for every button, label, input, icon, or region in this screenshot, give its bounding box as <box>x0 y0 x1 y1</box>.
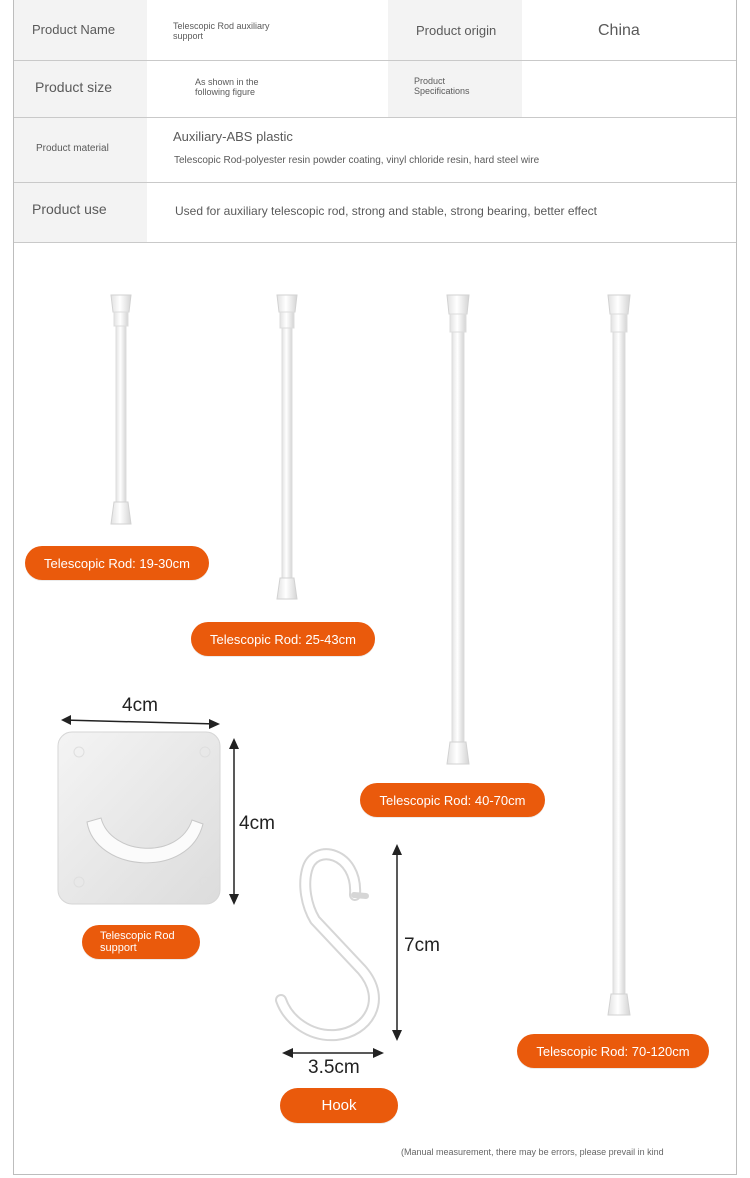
hook-width-dimension: 3.5cm <box>308 1057 360 1078</box>
spec-label-cell <box>388 61 522 117</box>
telescopic-rod-70-120-image <box>601 290 637 1018</box>
product-name-value: Telescopic Rod auxiliary support <box>173 21 270 41</box>
product-name-label: Product Name <box>32 22 116 37</box>
support-width-dimension: 4cm <box>122 695 158 716</box>
telescopic-rod-40-70-image <box>440 290 476 768</box>
support-image <box>55 710 255 910</box>
rod-25-43-badge: Telescopic Rod: 25-43cm <box>191 622 375 656</box>
spec-label-cell <box>388 0 522 60</box>
rod-19-30-badge: Telescopic Rod: 19-30cm <box>25 546 209 580</box>
product-use-label: Product use <box>32 201 107 217</box>
hook-badge: Hook <box>280 1088 398 1123</box>
product-size-value: As shown in the following figure <box>195 77 259 97</box>
rod-70-120-badge: Telescopic Rod: 70-120cm <box>517 1034 709 1068</box>
support-badge: Telescopic Rod support <box>82 925 200 959</box>
product-origin-value: China <box>598 22 640 39</box>
product-material-label: Product material <box>36 143 109 154</box>
rod-40-70-badge: Telescopic Rod: 40-70cm <box>360 783 545 817</box>
spec-label-cell <box>14 118 147 182</box>
spec-row-use <box>14 183 736 243</box>
s-hook-image <box>270 840 420 1060</box>
spec-row-material <box>14 118 736 183</box>
product-origin-label: Product origin <box>416 23 497 38</box>
product-size-label: Product size <box>35 79 113 95</box>
spec-row-name <box>14 0 736 61</box>
telescopic-rod-25-43-image <box>269 290 305 604</box>
spec-label-cell <box>14 0 147 60</box>
support-height-dimension: 4cm <box>239 813 275 834</box>
spec-label-cell <box>14 183 147 242</box>
spec-row-size <box>14 61 736 118</box>
product-use-value: Used for auxiliary telescopic rod, strong and stable, strong bearing, better effect <box>175 204 598 218</box>
product-spec-label: Product Specifications <box>414 76 470 96</box>
hook-height-dimension: 7cm <box>404 935 440 956</box>
product-material-line2: Telescopic Rod-polyester resin powder coating, vinyl chloride resin, hard steel wire <box>174 155 540 166</box>
measurement-footnote: (Manual measurement, there may be errors, please prevail in kind <box>401 1147 664 1157</box>
telescopic-rod-19-30-image <box>103 290 139 530</box>
product-material-line1: Auxiliary-ABS plastic <box>173 129 293 144</box>
spec-label-cell <box>14 61 147 117</box>
